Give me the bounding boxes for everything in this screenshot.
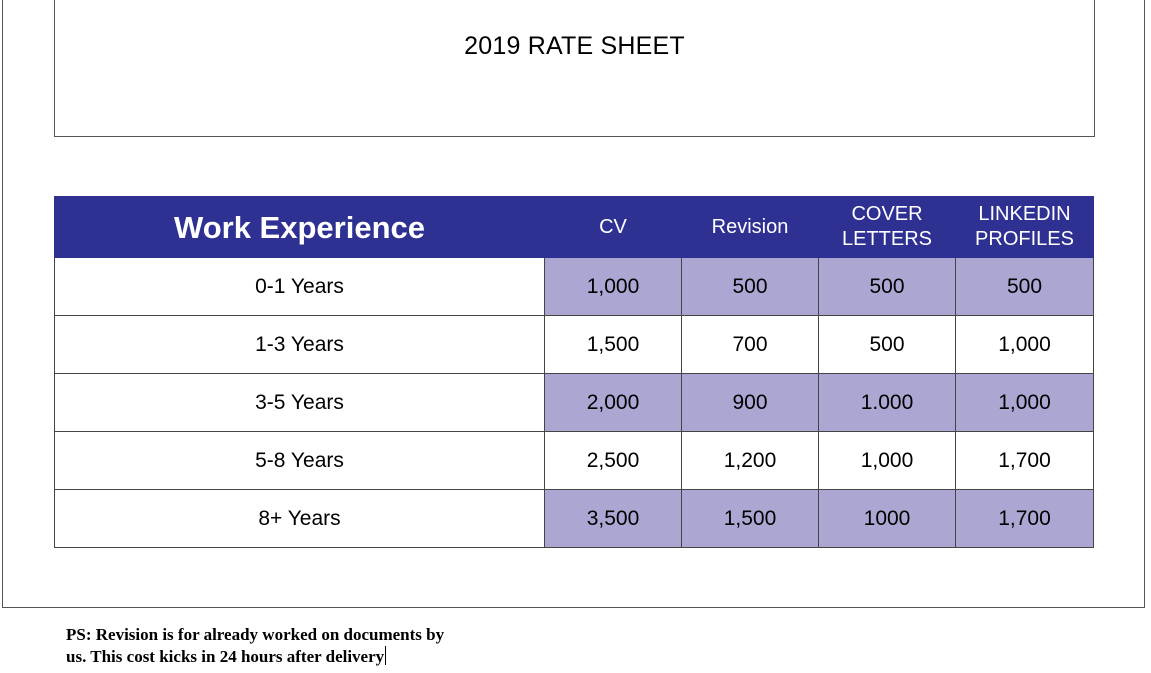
cell-linkedin-profiles: 1,000 (956, 316, 1094, 374)
header-cover-letters (819, 197, 956, 258)
cell-cover-letters: 1000 (819, 490, 956, 548)
footnote-line1: PS: Revision is for already worked on documents by (66, 625, 445, 644)
header-linkedin-profiles-line2: PROFILES (975, 228, 1074, 250)
cell-cv: 1,500 (545, 316, 682, 374)
cell-cv: 2,500 (545, 432, 682, 490)
header-cover-letters-line1: COVER (851, 203, 923, 225)
header-linkedin-profiles (956, 197, 1094, 258)
header-work-experience: Work Experience (55, 197, 545, 258)
cell-cover-letters: 500 (819, 258, 956, 316)
page-title: 2019 RATE SHEET (464, 32, 685, 60)
cell-linkedin-profiles: 500 (956, 258, 1094, 316)
cell-linkedin-profiles: 1,000 (956, 374, 1094, 432)
cell-experience: 5-8 Years (55, 432, 545, 490)
cell-cv: 2,000 (545, 374, 682, 432)
cell-revision: 1,500 (682, 490, 819, 548)
cell-revision: 700 (682, 316, 819, 374)
cell-cv: 3,500 (545, 490, 682, 548)
table-row (55, 432, 1094, 490)
cell-revision: 500 (682, 258, 819, 316)
cell-cover-letters: 500 (819, 316, 956, 374)
table-header-row (55, 197, 1094, 258)
text-cursor (385, 646, 386, 665)
cell-cv: 1,000 (545, 258, 682, 316)
rate-table (54, 196, 1094, 548)
cell-linkedin-profiles: 1,700 (956, 432, 1094, 490)
table-row (55, 490, 1094, 548)
table-row (55, 316, 1094, 374)
header-linkedin-profiles-line1: LINKEDIN (978, 203, 1071, 225)
header-revision: Revision (682, 197, 819, 258)
footnote-line2: us. This cost kicks in 24 hours after delivery (66, 647, 385, 666)
table-row (55, 374, 1094, 432)
cell-experience: 8+ Years (55, 490, 545, 548)
header-cv: CV (545, 197, 682, 258)
cell-revision: 900 (682, 374, 819, 432)
cell-linkedin-profiles: 1,700 (956, 490, 1094, 548)
cell-revision: 1,200 (682, 432, 819, 490)
cell-cover-letters: 1,000 (819, 432, 956, 490)
title-box (54, 0, 1095, 137)
cell-experience: 0-1 Years (55, 258, 545, 316)
table-row (55, 258, 1094, 316)
cell-experience: 1-3 Years (55, 316, 545, 374)
cell-experience: 3-5 Years (55, 374, 545, 432)
footnote[interactable] (66, 624, 444, 668)
header-cover-letters-line2: LETTERS (841, 228, 933, 250)
cell-cover-letters: 1.000 (819, 374, 956, 432)
